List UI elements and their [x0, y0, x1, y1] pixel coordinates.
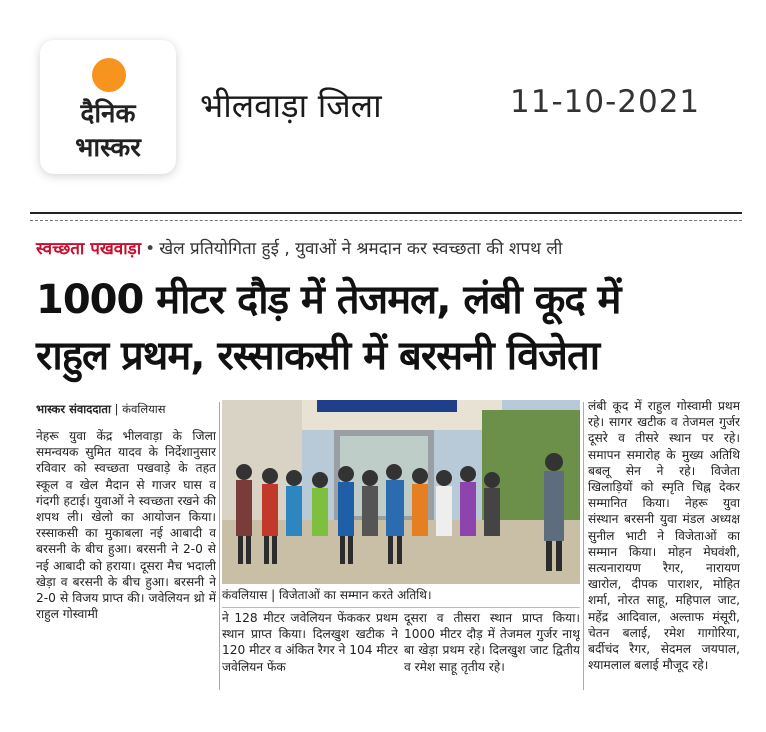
sun-icon [92, 58, 126, 92]
edition-date: 11-10-2021 [510, 84, 701, 120]
photo-caption-place: कंवलियास [222, 588, 268, 602]
kicker [36, 236, 562, 259]
logo-text-line2: भास्कर [75, 133, 141, 163]
photo-caption: कंवलियास | विजेताओं का सम्मान करते अतिथि। [222, 586, 580, 608]
byline: भास्कर संवाददाता | कंवलियास [36, 402, 166, 416]
photo-caption-text: विजेताओं का सम्मान करते अतिथि। [278, 588, 432, 602]
logo-text-line1: दैनिक [80, 99, 136, 129]
event-photo-illustration [222, 400, 580, 584]
kicker-text: खेल प्रतियोगिता हुई , युवाओं ने श्रमदान कर स्वच्छता की शपथ ली [159, 239, 563, 259]
headline-line2: राहुल प्रथम, रस्साकसी में बरसनी विजेता [36, 333, 600, 379]
column-divider-right [583, 402, 584, 690]
headline-line1: 1000 मीटर दौड़ में तेजमल, लंबी कूद में [36, 277, 621, 323]
article-column-1: नेहरू युवा केंद्र भीलवाड़ा के जिला समन्वयक सुमित यादव के निर्देशानुसार रविवार को स्वच्छता पखवाड़े के तहत स्कूल व खेल मैदान से गाजर घास व गंदगी हटाई। युवाओं ने स्वच्छता रखने की शपथ ली। खेलो का आयोजन किया। रस्साकसी का मुकाबला नई आबादी व बरसनी के बीच हुआ। बरसनी ने 2-0 से नई आबादी को हराया। दूसरा मैच भदाली खेड़ा व बरसनी के बीच हुआ। बरसनी ने 2-0 से विजय प्राप्त की। जवेलियन थ्रो में राहुल गोस्वामी [36, 429, 216, 622]
byline-place: कंवलियास [122, 402, 166, 416]
dainik-bhaskar-logo [40, 40, 176, 174]
kicker-tag: स्वच्छता पखवाड़ा [36, 239, 142, 259]
district-title: भीलवाड़ा जिला [200, 86, 382, 125]
news-clipping [30, 212, 742, 692]
column-divider [219, 402, 220, 690]
article-column-3: दूसरा व तीसरा स्थान प्राप्त किया। 1000 मीटर दौड़ में तेजमल गुर्जर नाथू बा खेड़ा प्रथम रहे। दिलखुश जाट द्वितीय व रमेश साहू तृतीय रहे। [404, 611, 580, 674]
kicker-bullet: • [145, 239, 156, 259]
article-column-2: ने 128 मीटर जवेलियन फेंककर प्रथम स्थान प्राप्त किया। दिलखुश खटीक ने 120 मीटर व अंकित रैगर ने 104 मीटर जवेलियन फेंक [222, 611, 398, 674]
dotted-rule [30, 220, 742, 221]
top-rule [30, 212, 742, 214]
event-photo [222, 400, 580, 584]
article-column-4: लंबी कूद में राहुल गोस्वामी प्रथम रहे। सागर खटीक व तेजमल गुर्जर दूसरे व तीसरे स्थान पर रहे। समापन समारोह के मुख्य अतिथि बबलू सेन ने रहे। विजेता खिलाड़ियों को स्मृति चिह्न देकर सम्मानित किया। नेहरू युवा संस्थान बरसनी युवा मंडल अध्यक्ष सुनील भाटी ने विजेताओं का सम्मान किया। मोहन मेघवंशी, सत्यनारायण रैगर, नारायण खारोल, दीपक पाराशर, मोहित शर्मा, नोरत साहू, महिपाल जाट, महेंद्र आदिवाल, अल्ताफ मंसूरी, चेतन बलाई, रमेश गागोरिया, बर्दीचंद रैगर, सेदमल जयपाल, श्यामलाल बलाई मौजूद रहे। [588, 399, 740, 673]
byline-source: भास्कर संवाददाता [36, 402, 111, 416]
